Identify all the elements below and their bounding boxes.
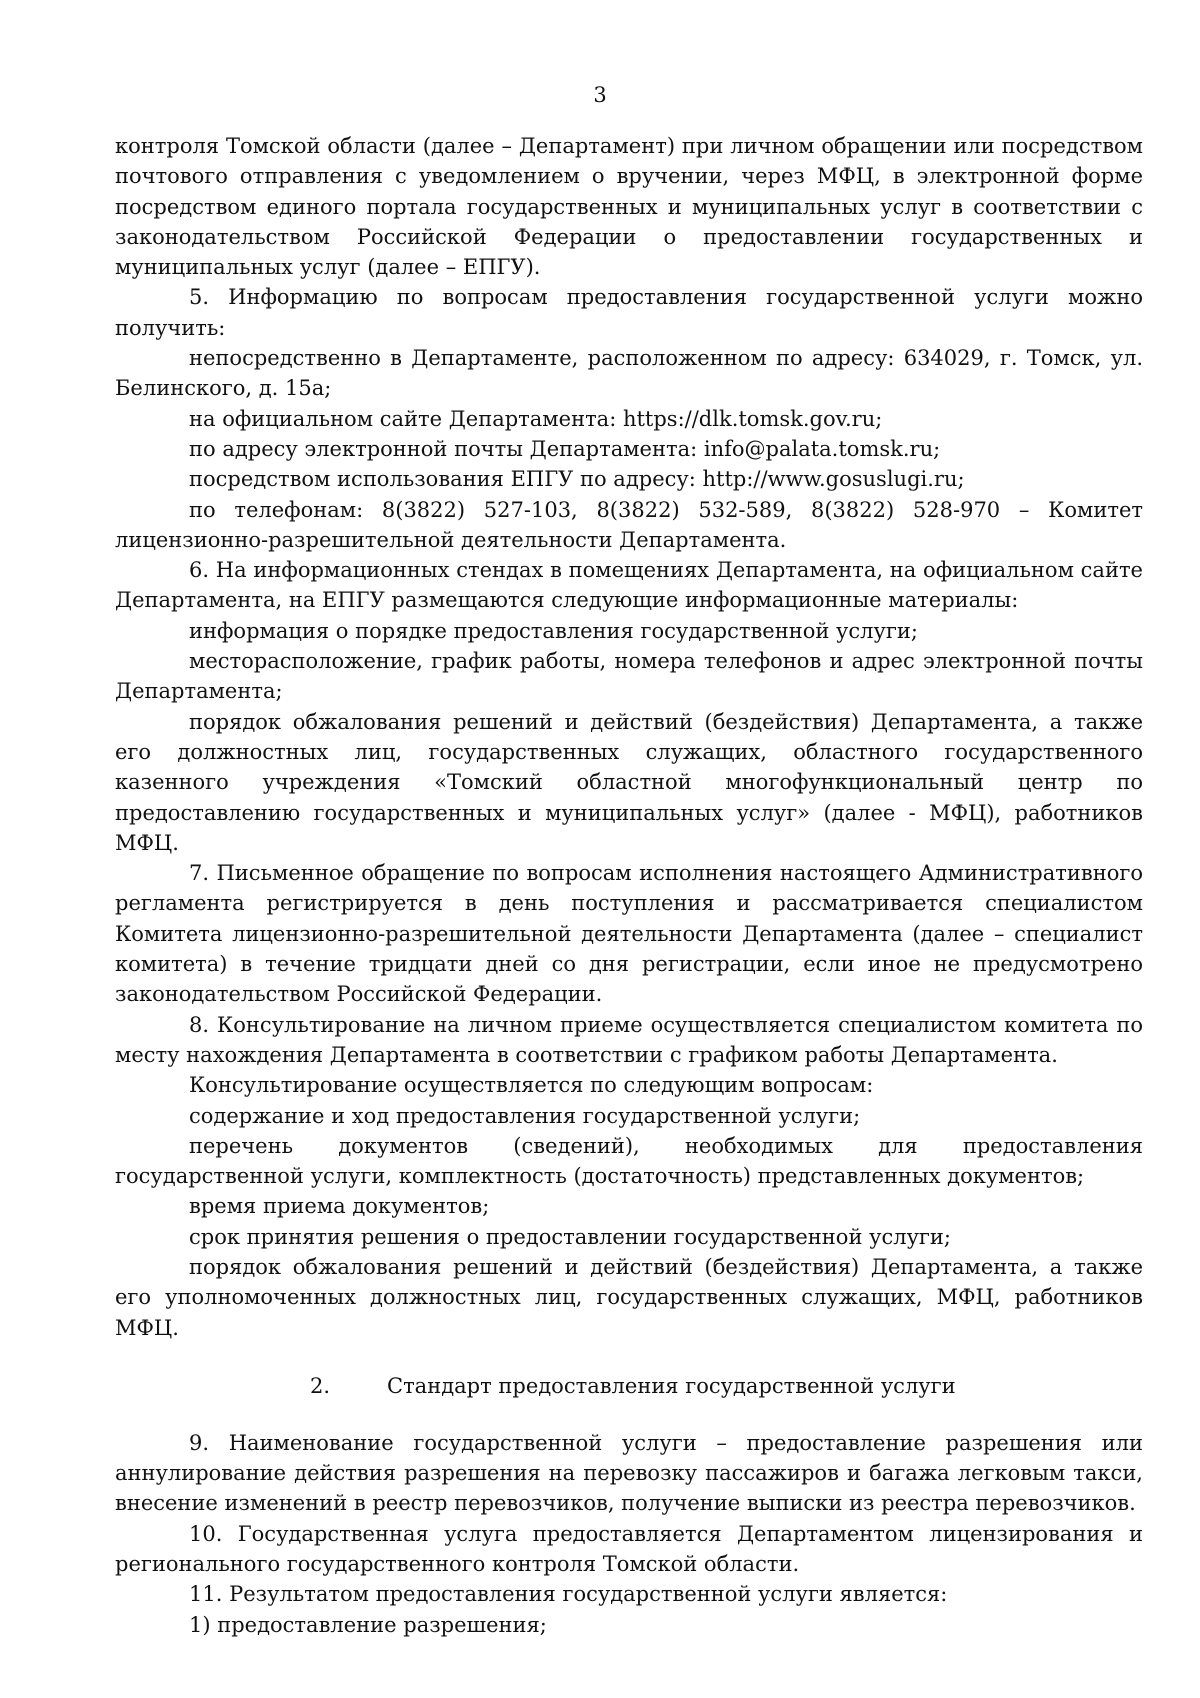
paragraph: по адресу электронной почты Департамента: info@palata.tomsk.ru; [189, 436, 941, 461]
paragraph: посредством использования ЕПГУ по адресу: http://www.gosuslugi.ru; [189, 467, 965, 492]
paragraph: 11. Результатом предоставления государственной услуги является: [189, 1582, 948, 1607]
paragraph: порядок обжалования решений и действий (бездействия) Департамента, а также его должностных лиц, государственных служащих, областного государственного казенного учреждения «Томский областной многофункциональный центр по предоставлению государственных и муниципальных услуг» (далее - МФЦ), работников МФЦ. [115, 709, 1143, 855]
paragraph: Консультирование осуществляется по следующим вопросам: [189, 1073, 874, 1098]
paragraph: контроля Томской области (далее – Департамент) при личном обращении или посредством почтового отправления с уведомлением о вручении, через МФЦ, в электронной форме посредством единого портала государственных и муниципальных услуг в соответствии с законодательством Российской Федерации о предоставлении государственных и муниципальных услуг (далее – ЕПГУ). [115, 134, 1143, 280]
page-number: 3 [593, 83, 607, 107]
paragraphs-after-section [115, 1428, 1143, 1640]
section-heading [115, 1371, 1143, 1401]
paragraph: месторасположение, график работы, номера телефонов и адрес электронной почты Департамента; [115, 649, 1143, 704]
paragraph: 7. Письменное обращение по вопросам исполнения настоящего Административного регламента регистрируется в день поступления и рассматривается специалистом Комитета лицензионно-разрешительной деятельности Департамента (далее – специалист комитета) в течение тридцати дней со дня регистрации, если иное не предусмотрено законодательством Российской Федерации. [115, 861, 1143, 1007]
paragraph: перечень документов (сведений), необходимых для предоставления государственной услуги, комплектность (достаточность) представленных документов; [115, 1133, 1143, 1189]
paragraph: время приема документов; [189, 1194, 490, 1219]
paragraphs-before-section [115, 131, 1143, 1343]
section-number: 2. [310, 1373, 331, 1398]
paragraph: 8. Консультирование на личном приеме осуществляется специалистом комитета по месту нахождения Департамента в соответствии с графиком работы Департамента. [115, 1012, 1143, 1067]
paragraph: 5. Информацию по вопросам предоставления государственной услуги можно получить: [115, 285, 1143, 340]
paragraph: 1) предоставление разрешения; [189, 1612, 547, 1637]
paragraph: срок принятия решения о предоставлении государственной услуги; [189, 1224, 951, 1249]
paragraph: на официальном сайте Департамента: https://dlk.tomsk.gov.ru; [189, 406, 883, 431]
paragraph: содержание и ход предоставления государственной услуги; [189, 1103, 861, 1128]
paragraph: по телефонам: 8(3822) 527-103, 8(3822) 532-589, 8(3822) 528-970 – Комитет лицензионно-разрешительной деятельности Департамента. [115, 497, 1143, 552]
paragraph: непосредственно в Департаменте, расположенном по адресу: 634029, г. Томск, ул. Белинского, д. 15а; [115, 346, 1143, 401]
paragraph: 10. Государственная услуга предоставляется Департаментом лицензирования и регионального государственного контроля Томской области. [115, 1521, 1143, 1577]
paragraph: информация о порядке предоставления государственной услуги; [189, 618, 918, 643]
paragraph: 9. Наименование государственной услуги – предоставление разрешения или аннулирование действия разрешения на перевозку пассажиров и багажа легковым такси, внесение изменений в реестр перевозчиков, получение выписки из реестра перевозчиков. [115, 1430, 1143, 1516]
paragraph: 6. На информационных стендах в помещениях Департамента, на официальном сайте Департамента, на ЕПГУ размещаются следующие информационные материалы: [115, 558, 1143, 613]
paragraph: порядок обжалования решений и действий (бездействия) Департамента, а также его уполномоченных должностных лиц, государственных служащих, МФЦ, работников МФЦ. [115, 1254, 1143, 1340]
document-body [115, 131, 1143, 1640]
section-title: Стандарт предоставления государственной услуги [387, 1373, 956, 1398]
